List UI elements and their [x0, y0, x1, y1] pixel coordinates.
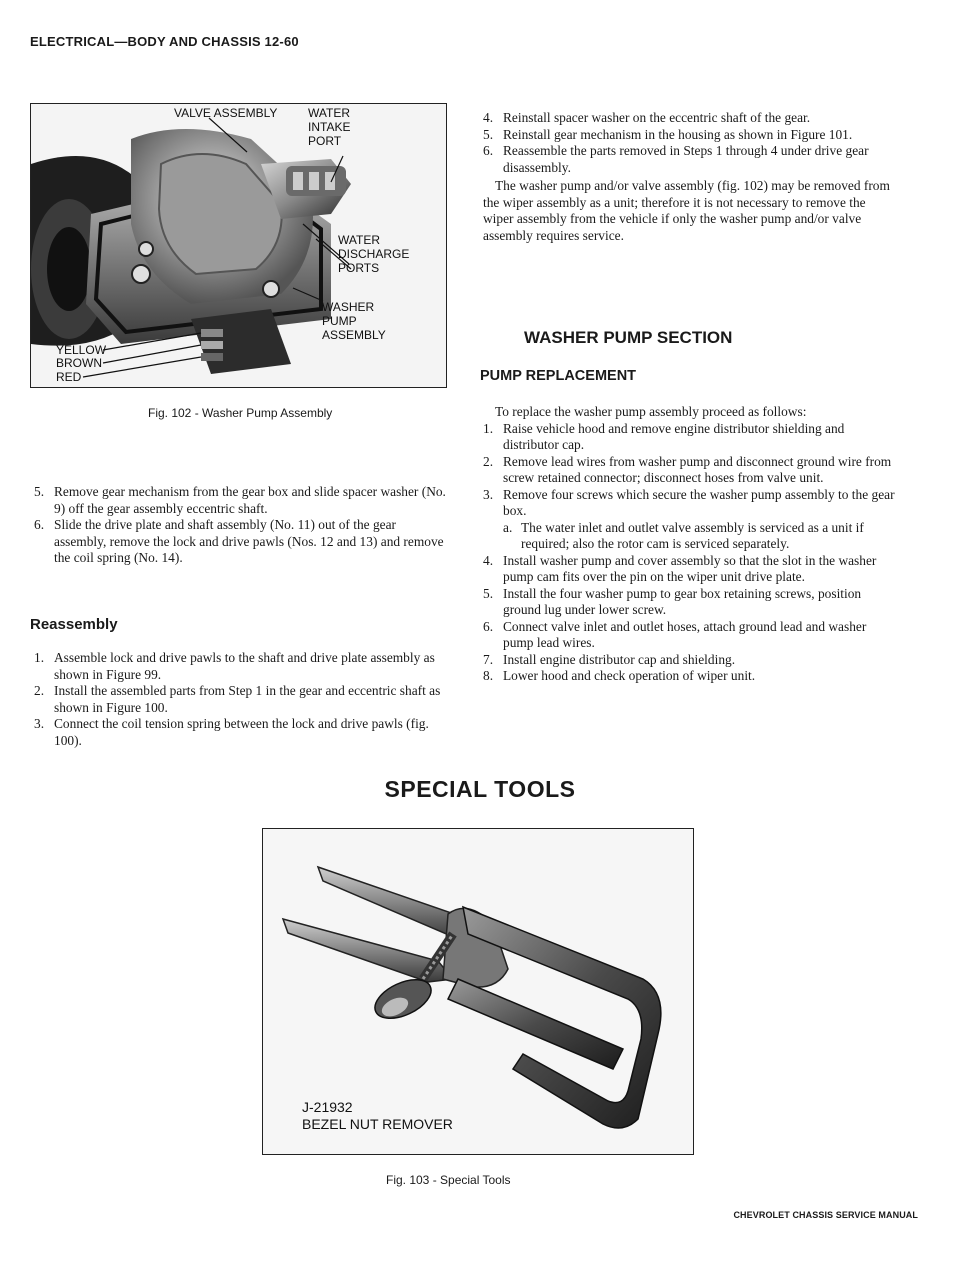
label-wire-red: RED: [56, 370, 82, 384]
figure-103-caption: Fig. 103 - Special Tools: [386, 1173, 511, 1187]
page-header: ELECTRICAL—BODY AND CHASSIS 12-60: [30, 34, 299, 49]
pump-replacement-section: [483, 404, 895, 685]
reassembly-heading: Reassembly: [30, 616, 118, 633]
list-item: 1. Raise vehicle hood and remove engine distributor shielding and distributor cap.: [483, 420, 845, 452]
washer-pump-section-heading: WASHER PUMP SECTION: [524, 328, 733, 347]
list-item: 6. Connect valve inlet and outlet hoses, attach ground lead and washer pump lead wires.: [483, 618, 867, 650]
list-item: 1. Assemble lock and drive pawls to the shaft and drive plate assembly as shown in Figure 99.: [34, 650, 435, 682]
right-column-top: [483, 110, 895, 244]
label-washer-pump-assembly: WASHER PUMP ASSEMBLY: [322, 300, 386, 342]
disassembly-steps-continued: [34, 484, 450, 567]
label-water-discharge-ports: WATER DISCHARGE PORTS: [338, 233, 410, 275]
drive-gear-reassembly-steps: [483, 110, 895, 176]
tool-name-label: BEZEL NUT REMOVER: [302, 1116, 453, 1132]
page-footer: CHEVROLET CHASSIS SERVICE MANUAL: [733, 1210, 918, 1220]
list-item: 2. Install the assembled parts from Step 1 in the gear and eccentric shaft as shown in Figure 100.: [34, 683, 441, 715]
left-column: [34, 484, 450, 567]
label-valve-assembly: VALVE ASSEMBLY: [174, 106, 278, 120]
list-item: 3. Connect the coil tension spring between the lock and drive pawls (fig. 100).: [34, 716, 429, 748]
list-item: 4. Install washer pump and cover assembly so that the slot in the washer pump cam fits over the pin on the wiper unit drive plate.: [483, 552, 877, 584]
list-item: 7. Install engine distributor cap and shielding.: [483, 651, 736, 667]
tool-number-label: J-21932: [302, 1099, 353, 1115]
list-item: 6. Slide the drive plate and shaft assembly (No. 11) out of the gear assembly, remove the lock and drive pawls (Nos. 12 and 13) and remove the coil spring (No. 14).: [34, 517, 444, 565]
special-tools-heading: SPECIAL TOOLS: [384, 776, 576, 802]
list-item: 6. Reassemble the parts removed in Steps 1 through 4 under drive gear disassembly.: [483, 143, 869, 175]
label-wire-brown: BROWN: [56, 356, 102, 370]
figure-102-caption: Fig. 102 - Washer Pump Assembly: [148, 406, 333, 420]
pump-replacement-steps: [483, 421, 895, 685]
list-item: 3. Remove four screws which secure the washer pump assembly to the gear box.: [483, 486, 895, 518]
list-item: 5. Remove gear mechanism from the gear box and slide spacer washer (No. 9) off the gear assembly eccentric shaft.: [34, 484, 446, 516]
list-sub-item: a. The water inlet and outlet valve assembly is serviced as a unit if required; also the rotor cam is serviced separately.: [503, 519, 864, 551]
reassembly-section: [34, 650, 450, 749]
list-item: 5. Reinstall gear mechanism in the housing as shown in Figure 101.: [483, 126, 853, 142]
pump-replacement-intro: To replace the washer pump assembly proceed as follows:: [495, 404, 807, 419]
reassembly-steps: [34, 650, 450, 749]
label-water-intake-port: WATER INTAKE PORT: [308, 106, 351, 148]
list-item: 8. Lower hood and check operation of wiper unit.: [483, 668, 756, 683]
label-wire-yellow: YELLOW: [56, 343, 107, 357]
list-item: 2. Remove lead wires from washer pump and disconnect ground wire from screw retained connector; disconnect hoses from valve unit.: [483, 453, 892, 485]
list-item: 5. Install the four washer pump to gear box retaining screws, position ground lug under lower screw.: [483, 585, 862, 617]
pump-replacement-heading: PUMP REPLACEMENT: [480, 368, 637, 384]
removal-note-paragraph: The washer pump and/or valve assembly (fig. 102) may be removed from the wiper assembly as a unit; therefore it is not necessary to remove the wiper assembly from the vehicle if only the washer pump and/or valve assembly requires service.: [483, 178, 890, 243]
list-item: 4. Reinstall spacer washer on the eccentric shaft of the gear.: [483, 110, 811, 125]
